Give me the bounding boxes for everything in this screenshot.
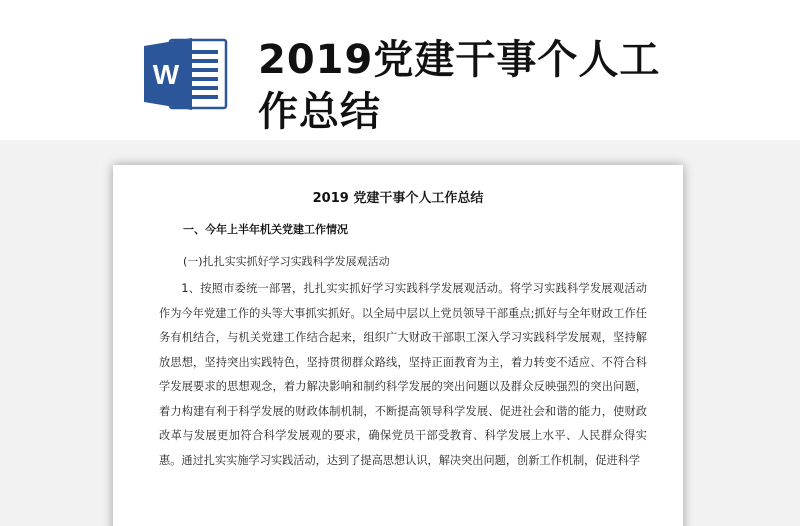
- document-page: [113, 165, 683, 526]
- section-heading: 一、今年上半年机关党建工作情况: [183, 223, 348, 236]
- document-title: 2019 党建干事个人工作总结: [312, 191, 484, 206]
- banner-title: 2019党建干事个人工作总结: [258, 37, 661, 135]
- subsection-heading: (一)扎扎实实抓好学习实践科学发展观活动: [183, 255, 390, 268]
- word-icon-letter: W: [152, 59, 180, 90]
- banner: [0, 0, 800, 140]
- body-paragraph: 1、按照市委统一部署，扎扎实实抓好学习实践科学发展观活动。将学习实践科学发展观活动作为今年党建工作的头等大事抓实抓好。以全局中层以上党员领导干部重点;抓好与全年财政工作任务有机结合，与机关党建工作结合起来，组织广大财政干部职工深入学习实践科学发展观，坚持解放思想，坚持突出实践特色，坚持贯彻群众路线，坚持正面教育为主，着力转变不适应、不符合科学发展要求的思想观念，着力解决影响和制约科学发展的突出问题以及群众反映强烈的突出问题，着力构建有利于科学发展的财政体制机制，不断提高领导科学发展、促进社会和谐的能力，使财政改革与发展更加符合科学发展观的要求，确保党员干部受教育、科学发展上水平、人民群众得实惠。通过扎实实施学习实践活动，达到了提高思想认识，解决突出问题，创新工作机制，促进科学: [159, 282, 647, 467]
- word-document-icon: [142, 34, 230, 114]
